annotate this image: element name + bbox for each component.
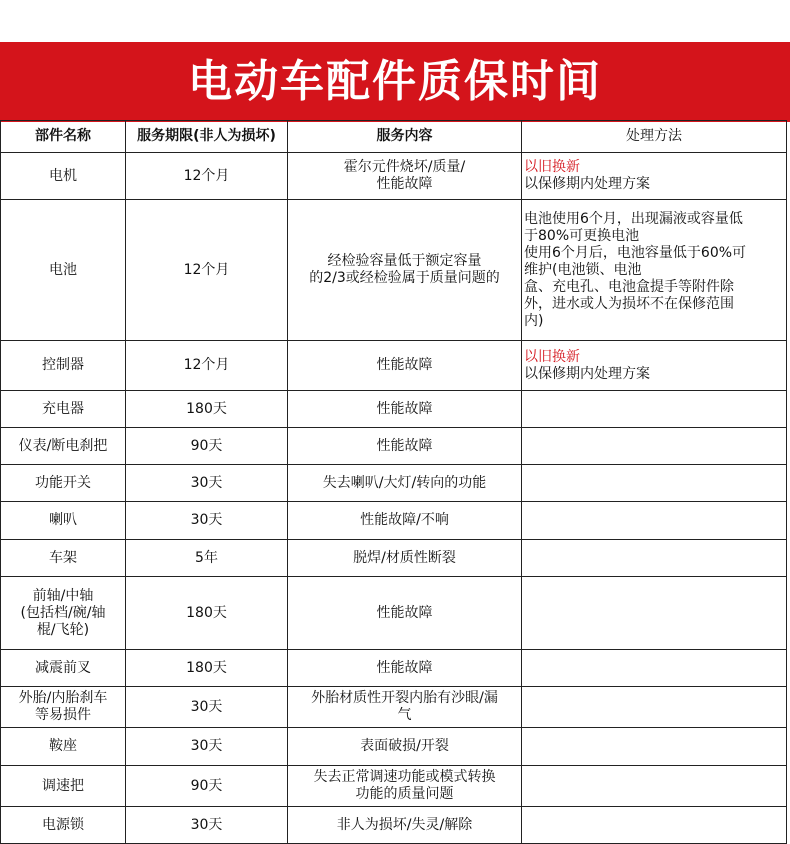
- handling-method-cell: [522, 502, 787, 540]
- service-content-cell: [288, 153, 522, 200]
- cell-text-line: 功能的质量问题: [355, 786, 454, 802]
- cell-text-line: 失去喇叭/大灯/转向的功能: [322, 474, 487, 491]
- handling-method-cell: [522, 766, 787, 807]
- service-period-cell: 180天: [126, 391, 288, 428]
- handling-method-cell: [522, 428, 787, 465]
- table-row: [1, 766, 787, 807]
- part-name-cell: [1, 807, 126, 844]
- cell-text-line: 电源锁: [42, 816, 84, 833]
- cell-text-line: 脱焊/材质性断裂: [353, 549, 456, 566]
- table-header-row: [1, 121, 787, 153]
- table-row: [1, 502, 787, 540]
- service-content-cell: [288, 687, 522, 728]
- cell-text-line: 鞍座: [49, 738, 77, 754]
- handling-method-cell: [522, 540, 787, 577]
- handling-method-cell: [522, 391, 787, 428]
- cell-text-line: 以保修期内处理方案: [524, 176, 650, 192]
- table-row: [1, 465, 787, 502]
- service-content-cell: [288, 766, 522, 807]
- cell-text-line: 内): [524, 312, 544, 329]
- cell-text-line: 控制器: [42, 357, 84, 373]
- cell-text-line: 气: [397, 707, 412, 723]
- service-content-cell: [288, 341, 522, 391]
- handling-method-cell: [522, 728, 787, 766]
- part-name-cell: [1, 465, 126, 502]
- cell-text-line: 减震前叉: [35, 659, 91, 676]
- cell-text-line: 电池: [49, 261, 77, 278]
- service-content-cell: [288, 650, 522, 687]
- cell-text-line: 以保修期内处理方案: [524, 365, 650, 382]
- cell-text-line: 电机: [49, 167, 77, 184]
- part-name-cell: [1, 577, 126, 650]
- part-name-cell: [1, 200, 126, 341]
- service-content-cell: [288, 540, 522, 577]
- cell-text-line: 充电器: [42, 400, 84, 417]
- cell-text-line: 外，进水或人为损坏不在保修范围: [524, 295, 734, 312]
- cell-text-line: 的2/3或经检验属于质量问题的: [309, 270, 500, 286]
- part-name-cell: [1, 153, 126, 200]
- cell-text-line: (包括档/碗/轴: [20, 604, 106, 621]
- cell-text-line: 霍尔元件烧坏/质量/: [343, 159, 466, 175]
- cell-text-line: 性能故障: [376, 604, 433, 621]
- part-name-cell: [1, 766, 126, 807]
- part-name-cell: [1, 502, 126, 540]
- header-service-content: 服务内容: [288, 121, 522, 153]
- service-content-cell: [288, 391, 522, 428]
- part-name-cell: [1, 650, 126, 687]
- cell-text-line: 等易损件: [35, 707, 91, 723]
- service-period-cell: 90天: [126, 428, 288, 465]
- part-name-cell: [1, 391, 126, 428]
- warranty-table: [0, 120, 787, 844]
- cell-text-line: 车架: [49, 549, 77, 566]
- service-period-cell: 30天: [126, 465, 288, 502]
- cell-text-line: 仪表/断电刹把: [18, 437, 108, 454]
- handling-method-cell: [522, 465, 787, 502]
- part-name-cell: [1, 687, 126, 728]
- cell-text-line: 盒、充电孔、电池盒提手等附件除: [524, 278, 734, 295]
- cell-text-line: 性能故障: [376, 400, 433, 417]
- service-content-cell: [288, 502, 522, 540]
- replace-with-new-label: 以旧换新: [524, 159, 580, 175]
- cell-text-line: 电池使用6个月，出现漏液或容量低: [524, 210, 743, 227]
- cell-text-line: 维护(电池锁、电池: [524, 261, 642, 278]
- table-row: [1, 428, 787, 465]
- replace-with-new-label: 以旧换新: [524, 348, 580, 365]
- header-service-period: 服务期限(非人为损坏): [126, 121, 288, 153]
- part-name-cell: [1, 728, 126, 766]
- cell-text-line: 功能开关: [35, 474, 91, 491]
- handling-method-cell: [522, 341, 787, 391]
- service-period-cell: 30天: [126, 807, 288, 844]
- handling-method-cell: [522, 153, 787, 200]
- cell-text-line: 性能故障: [376, 437, 433, 454]
- table-row: [1, 153, 787, 200]
- cell-text-line: 经检验容量低于额定容量: [327, 253, 482, 269]
- header-handling-method: 处理方法: [522, 121, 787, 153]
- service-period-cell: 90天: [126, 766, 288, 807]
- page-title: 电动车配件质保时间: [188, 56, 602, 107]
- handling-method-cell: [522, 650, 787, 687]
- service-period-cell: 12个月: [126, 153, 288, 200]
- handling-method-cell: [522, 577, 787, 650]
- cell-text-line: 于80%可更换电池: [524, 227, 640, 244]
- table-row: [1, 650, 787, 687]
- service-content-cell: [288, 807, 522, 844]
- cell-text-line: 棍/飞轮): [36, 621, 90, 638]
- cell-text-line: 调速把: [42, 777, 84, 794]
- cell-text-line: 性能故障/不响: [360, 512, 449, 528]
- cell-text-line: 性能故障: [376, 357, 433, 373]
- cell-text-line: 失去正常调速功能或模式转换: [313, 769, 496, 785]
- table-row: [1, 341, 787, 391]
- cell-text-line: 表面破损/开裂: [360, 738, 449, 754]
- handling-method-cell: [522, 200, 787, 341]
- service-period-cell: 5年: [126, 540, 288, 577]
- cell-text-line: 性能故障: [376, 176, 433, 192]
- table-row: [1, 200, 787, 341]
- part-name-cell: [1, 428, 126, 465]
- header-part-name: 部件名称: [1, 121, 126, 153]
- table-row: [1, 807, 787, 844]
- handling-method-cell: [522, 687, 787, 728]
- service-period-cell: 180天: [126, 650, 288, 687]
- table-row: [1, 728, 787, 766]
- service-content-cell: [288, 465, 522, 502]
- cell-text-line: 外胎/内胎刹车: [18, 690, 108, 706]
- table-row: [1, 577, 787, 650]
- cell-text-line: 前轴/中轴: [32, 587, 94, 604]
- cell-text-line: 非人为损坏/失灵/解除: [336, 816, 473, 833]
- service-content-cell: [288, 200, 522, 341]
- service-period-cell: 180天: [126, 577, 288, 650]
- service-period-cell: 30天: [126, 502, 288, 540]
- part-name-cell: [1, 540, 126, 577]
- title-banner: [0, 42, 790, 122]
- table-row: [1, 687, 787, 728]
- table-row: [1, 391, 787, 428]
- cell-text-line: 外胎材质性开裂内胎有沙眼/漏: [311, 690, 498, 706]
- cell-text-line: 喇叭: [49, 512, 77, 528]
- cell-text-line: 使用6个月后，电池容量低于60%可: [524, 244, 747, 261]
- service-content-cell: [288, 428, 522, 465]
- service-period-cell: 12个月: [126, 200, 288, 341]
- handling-method-cell: [522, 807, 787, 844]
- service-period-cell: 30天: [126, 728, 288, 766]
- service-content-cell: [288, 728, 522, 766]
- service-period-cell: 30天: [126, 687, 288, 728]
- service-content-cell: [288, 577, 522, 650]
- table-row: [1, 540, 787, 577]
- cell-text-line: 性能故障: [376, 659, 433, 676]
- part-name-cell: [1, 341, 126, 391]
- service-period-cell: 12个月: [126, 341, 288, 391]
